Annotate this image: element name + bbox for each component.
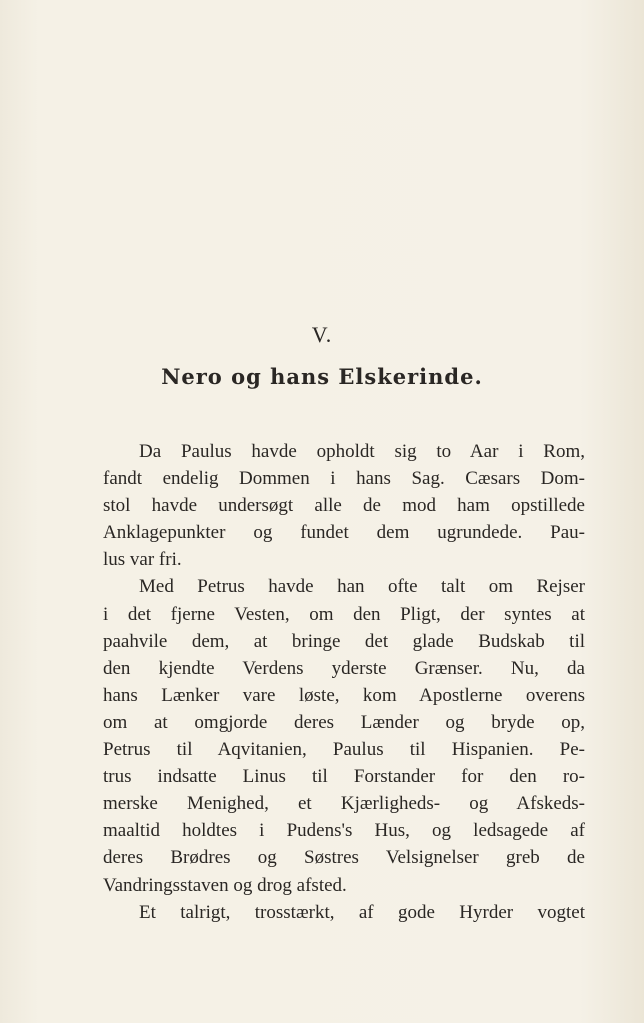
text-line: Da Paulus havde opholdt sig to Aar i Rom,	[139, 441, 585, 462]
text-line: lus var fri.	[103, 549, 182, 571]
text-line: Vandringsstaven og drog afsted.	[103, 874, 347, 896]
text-line: Petrus til Aqvitanien, Paulus til Hispanien. Pe-	[103, 739, 585, 761]
text-line: i det fjerne Vesten, om den Pligt, der syntes at	[103, 603, 585, 625]
body-text	[103, 438, 585, 926]
chapter-number: V.	[311, 322, 333, 347]
text-line: Med Petrus havde han ofte talt om Rejser	[139, 576, 585, 598]
text-line: deres Brødres og Søstres Velsignelser greb de	[103, 847, 585, 869]
text-line: den kjendte Verdens yderste Grænser. Nu, da	[103, 657, 585, 679]
text-line: fandt endelig Dommen i hans Sag. Cæsars Dom-	[103, 468, 585, 490]
text-line: Anklagepunkter og fundet dem ugrundede. Pau-	[103, 522, 585, 544]
text-line: om at omgjorde deres Lænder og bryde op,	[103, 711, 585, 733]
text-line: hans Lænker vare løste, kom Apostlerne overens	[103, 684, 585, 706]
text-line: maaltid holdtes i Pudens's Hus, og ledsagede af	[103, 820, 585, 842]
text-line: merske Menighed, et Kjærligheds- og Afskeds-	[103, 793, 585, 815]
text-line: trus indsatte Linus til Forstander for den ro-	[103, 766, 585, 788]
chapter-title: Nero og hans Elskerinde.	[161, 364, 483, 389]
text-line: paahvile dem, at bringe det glade Budskab til	[103, 630, 585, 652]
text-line: stol havde undersøgt alle de mod ham opstillede	[103, 495, 585, 517]
text-line: Et talrigt, trosstærkt, af gode Hyrder vogtet	[139, 901, 585, 923]
